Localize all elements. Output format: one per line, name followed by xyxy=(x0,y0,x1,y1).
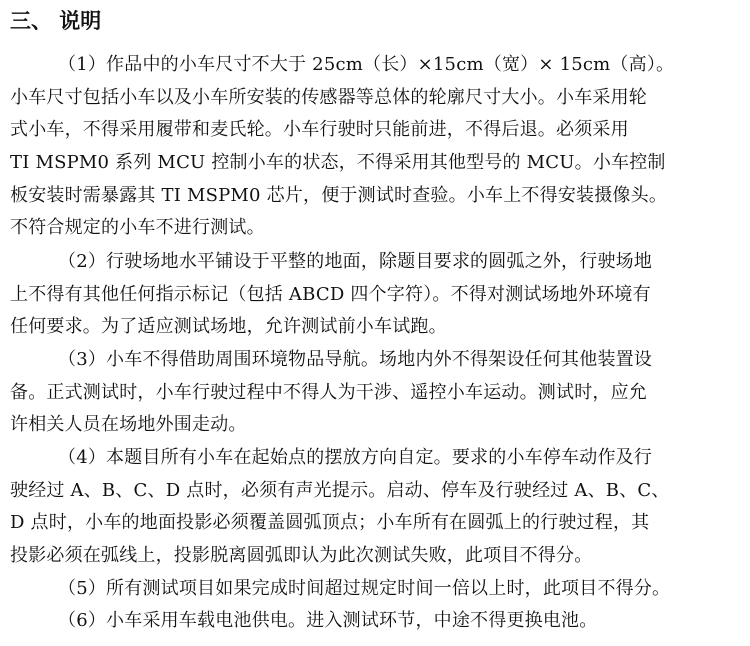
paragraph-1-line-6: 不符合规定的小车不进行测试。 xyxy=(10,217,265,238)
paragraph-1-line-5: 板安装时需暴露其 TI MSPM0 芯片，便于测试时查验。小车上不得安装摄像头。 xyxy=(10,185,668,206)
paragraph-1-line-4: TI MSPM0 系列 MCU 控制小车的状态，不得采用其他型号的 MCU。小车控制 xyxy=(10,152,666,173)
paragraph-2-line-3: 任何要求。为了适应测试场地，允许测试前小车试跑。 xyxy=(10,316,447,337)
paragraph-2-line-2: 上不得有其他任何指示标记（包括 ABCD 四个字符）。不得对测试场地外环境有 xyxy=(10,284,651,305)
paragraph-4-line-1: （4）本题目所有小车在起始点的摆放方向自定。要求的小车停车动作及行 xyxy=(58,447,653,468)
paragraph-4-line-2: 驶经过 A、B、C、D 点时，必须有声光提示。启动、停车及行驶经过 A、B、C、 xyxy=(10,480,670,501)
paragraph-4-line-4: 投影必须在弧线上，投影脱离圆弧即认为此次测试失败，此项目不得分。 xyxy=(10,545,593,566)
paragraph-4-line-3: D 点时，小车的地面投影必须覆盖圆弧顶点；小车所有在圆弧上的行驶过程，其 xyxy=(10,512,650,533)
paragraph-6-line-1: （6）小车采用车载电池供电。进入测试环节，中途不得更换电池。 xyxy=(58,610,598,631)
paragraph-5-line-1: （5）所有测试项目如果完成时间超过规定时间一倍以上时，此项目不得分。 xyxy=(58,578,671,599)
paragraph-3-line-1: （3）小车不得借助周围环境物品导航。场地内外不得架设任何其他装置设 xyxy=(58,349,653,370)
paragraph-1-line-1: （1）作品中的小车尺寸不大于 25cm（长）×15cm（宽）× 15cm（高）。 xyxy=(58,54,675,75)
paragraph-2-line-1: （2）行驶场地水平铺设于平整的地面，除题目要求的圆弧之外，行驶场地 xyxy=(58,251,653,272)
paragraph-3-line-2: 备。正式测试时，小车行驶过程中不得人为干涉、遥控小车运动。测试时，应允 xyxy=(10,382,647,403)
section-heading: 三、 说明 xyxy=(10,9,102,33)
paragraph-1-line-3: 式小车，不得采用履带和麦氏轮。小车行驶时只能前进，不得后退。必须采用 xyxy=(10,119,629,140)
paragraph-3-line-3: 许相关人员在场地外围走动。 xyxy=(10,414,247,435)
paragraph-1-line-2: 小车尺寸包括小车以及小车所安装的传感器等总体的轮廓尺寸大小。小车采用轮 xyxy=(10,87,647,108)
